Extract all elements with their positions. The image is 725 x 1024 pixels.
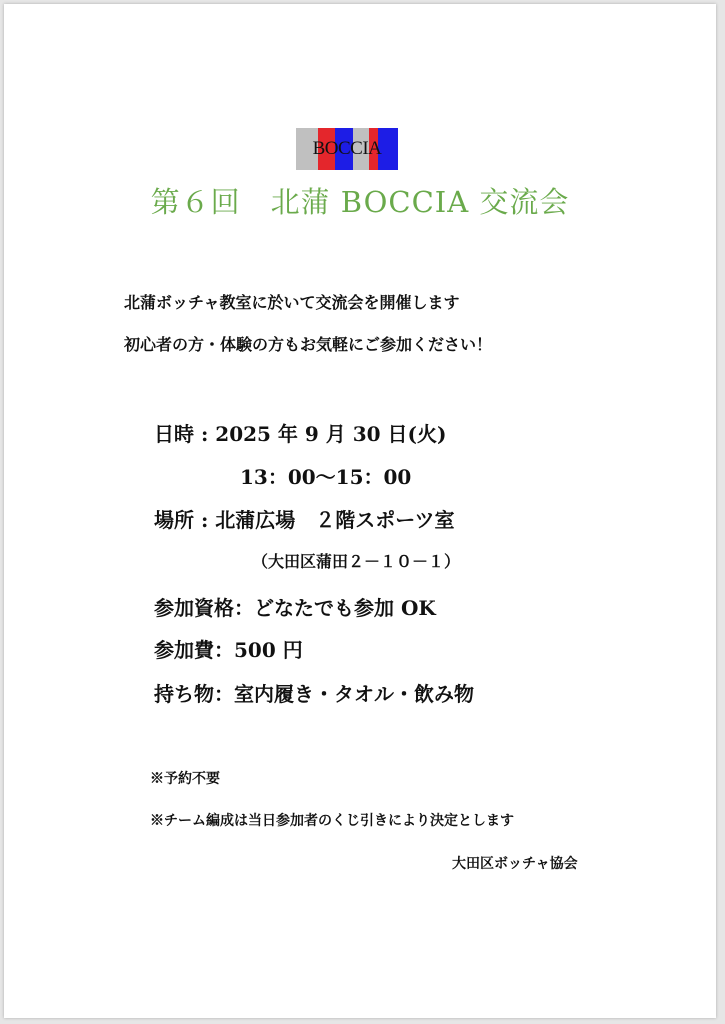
event-date: 日時 : 2025 年 9 月 30 日(火) xyxy=(154,422,447,446)
document-page xyxy=(4,4,716,1018)
event-address: （大田区蒲田２－１０－１） xyxy=(252,552,461,571)
note-no-reservation: ※予約不要 xyxy=(150,771,220,787)
event-eligibility: 参加資格：どなたでも参加 OK xyxy=(154,596,436,620)
logo-text: BOCCIA xyxy=(312,138,382,159)
organizer: 大田区ボッチャ協会 xyxy=(452,856,578,872)
event-belongings: 持ち物：室内履き・タオル・飲み物 xyxy=(154,682,474,706)
event-place: 場所 : 北蒲広場 ２階スポーツ室 xyxy=(154,508,455,532)
intro-line-1: 北蒲ボッチャ教室に於いて交流会を開催します xyxy=(124,293,460,312)
event-time: 13：00～15：00 xyxy=(240,465,412,489)
note-team-lottery: ※チーム編成は当日参加者のくじ引きにより決定とします xyxy=(150,813,514,829)
page-title: 第６回 北蒲 BOCCIA 交流会 xyxy=(150,185,570,219)
event-fee: 参加費：500 円 xyxy=(154,638,303,662)
boccia-logo xyxy=(296,128,398,170)
intro-line-2: 初心者の方・体験の方もお気軽にご参加ください！ xyxy=(124,335,493,354)
